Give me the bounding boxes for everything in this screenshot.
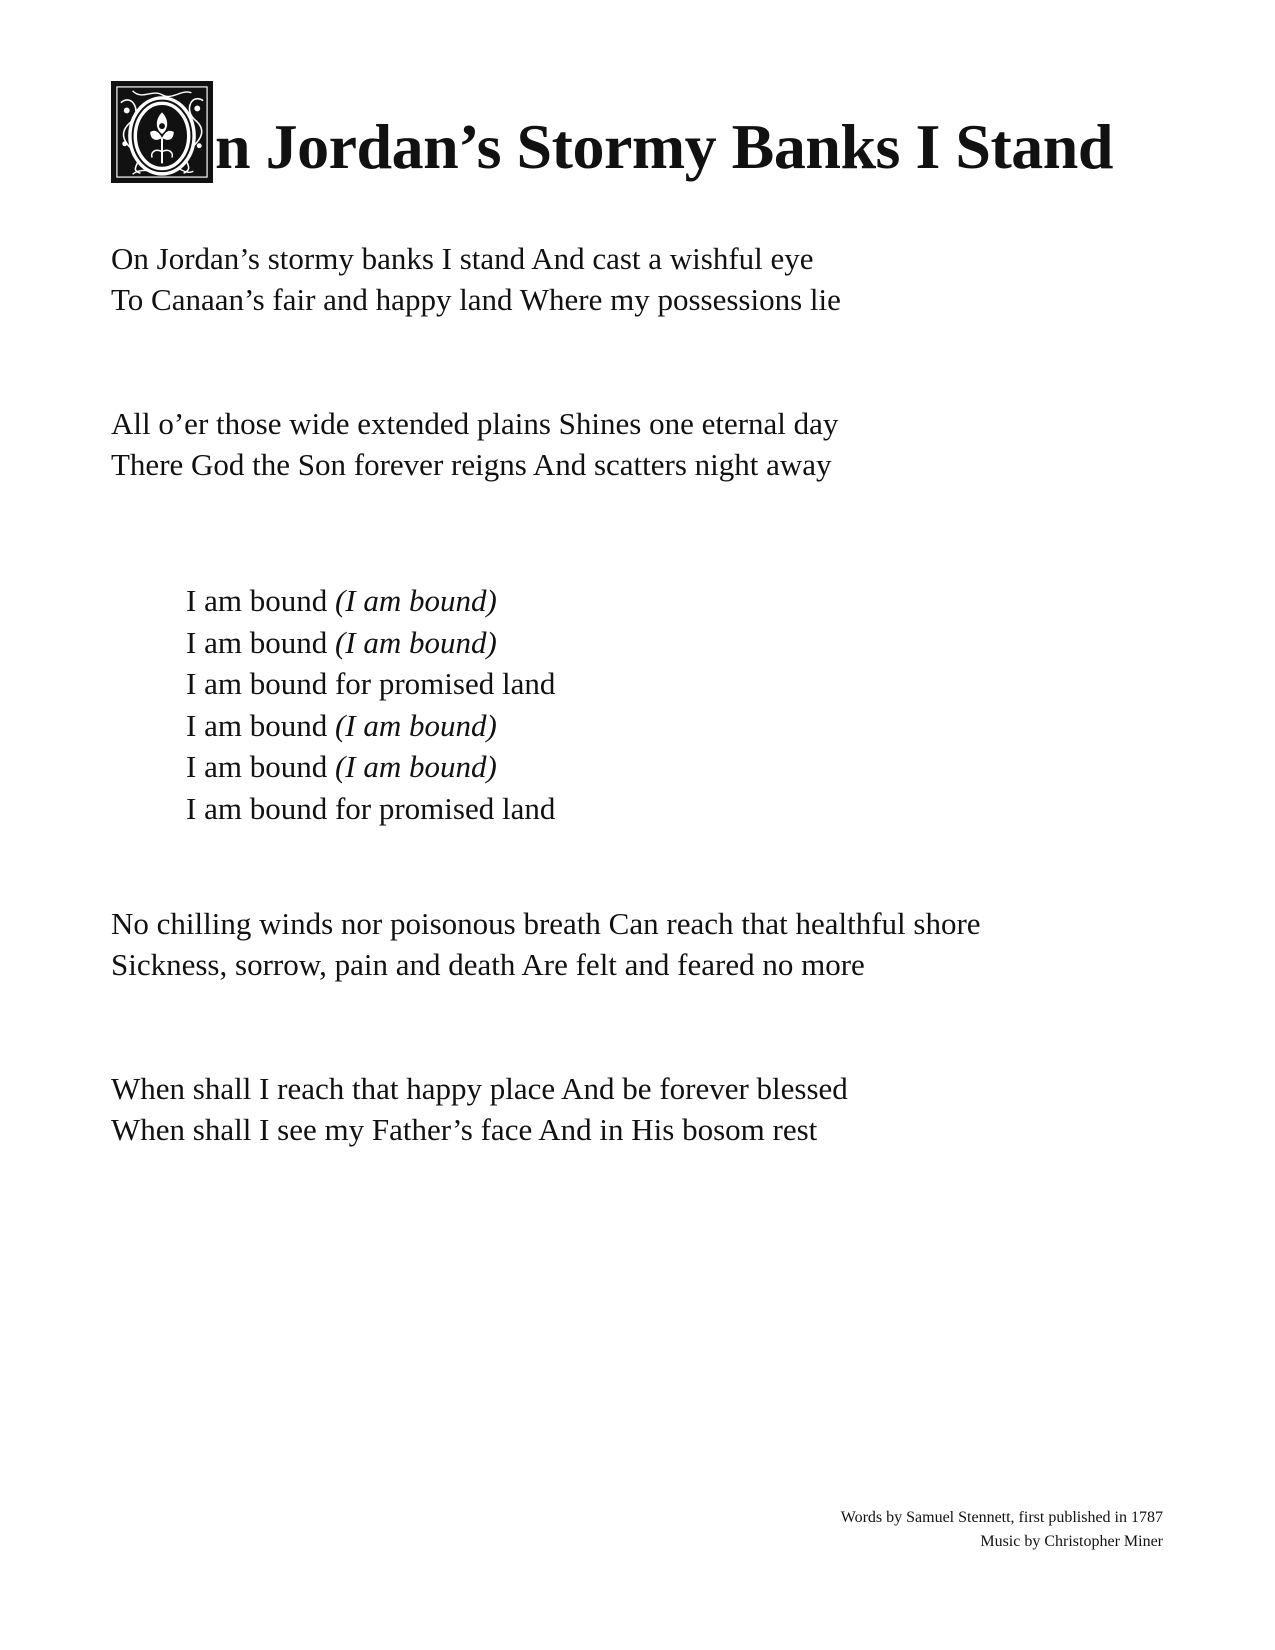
floral-ornament-icon — [113, 83, 211, 181]
verse-line: Sickness, sorrow, pain and death Are felt and feared no more — [111, 947, 865, 982]
chorus-echo: (I am bound) — [334, 707, 497, 743]
verse-line: There God the Son forever reigns And scatters night away — [111, 447, 832, 482]
music-credit: Music by Christopher Miner — [980, 1533, 1163, 1550]
chorus-line — [186, 746, 555, 788]
chorus-line — [186, 705, 555, 747]
chorus-line — [186, 663, 555, 705]
title-text: n Jordan’s Stormy Banks I Stand — [215, 111, 1113, 182]
verse-line: On Jordan’s stormy banks I stand And cast a wishful eye — [111, 241, 814, 276]
chorus-main: I am bound for promised land — [186, 666, 556, 701]
chorus-echo: (I am bound) — [334, 749, 497, 784]
chorus-main: I am bound — [186, 749, 335, 784]
chorus-main: I am bound — [186, 707, 335, 743]
verse-line: When shall I reach that happy place And be forever blessed — [111, 1071, 848, 1106]
credits — [841, 1506, 1163, 1554]
chorus-echo: (I am bound) — [334, 583, 497, 618]
chorus-main: I am bound — [186, 624, 335, 660]
verse-2 — [111, 403, 838, 485]
verse-line: No chilling winds nor poisonous breath Can reach that healthful shore — [111, 906, 981, 941]
verse-line: To Canaan’s fair and happy land Where my possessions lie — [111, 282, 841, 317]
ornamental-dropcap — [111, 81, 213, 183]
verse-4 — [111, 1068, 848, 1150]
words-credit: Words by Samuel Stennett, first published in 1787 — [840, 1509, 1163, 1526]
verse-line: All o’er those wide extended plains Shines one eternal day — [111, 406, 839, 441]
verse-1 — [111, 238, 841, 320]
chorus-line — [186, 788, 555, 830]
chorus-line — [186, 580, 555, 622]
chorus-main: I am bound — [186, 583, 335, 618]
verse-3 — [111, 903, 981, 985]
chorus-line — [186, 622, 555, 664]
page-title — [111, 75, 1113, 187]
chorus-main: I am bound for promised land — [186, 790, 556, 826]
chorus-echo: (I am bound) — [334, 624, 497, 660]
chorus — [186, 580, 555, 829]
verse-line: When shall I see my Father’s face And in His bosom rest — [111, 1112, 818, 1147]
